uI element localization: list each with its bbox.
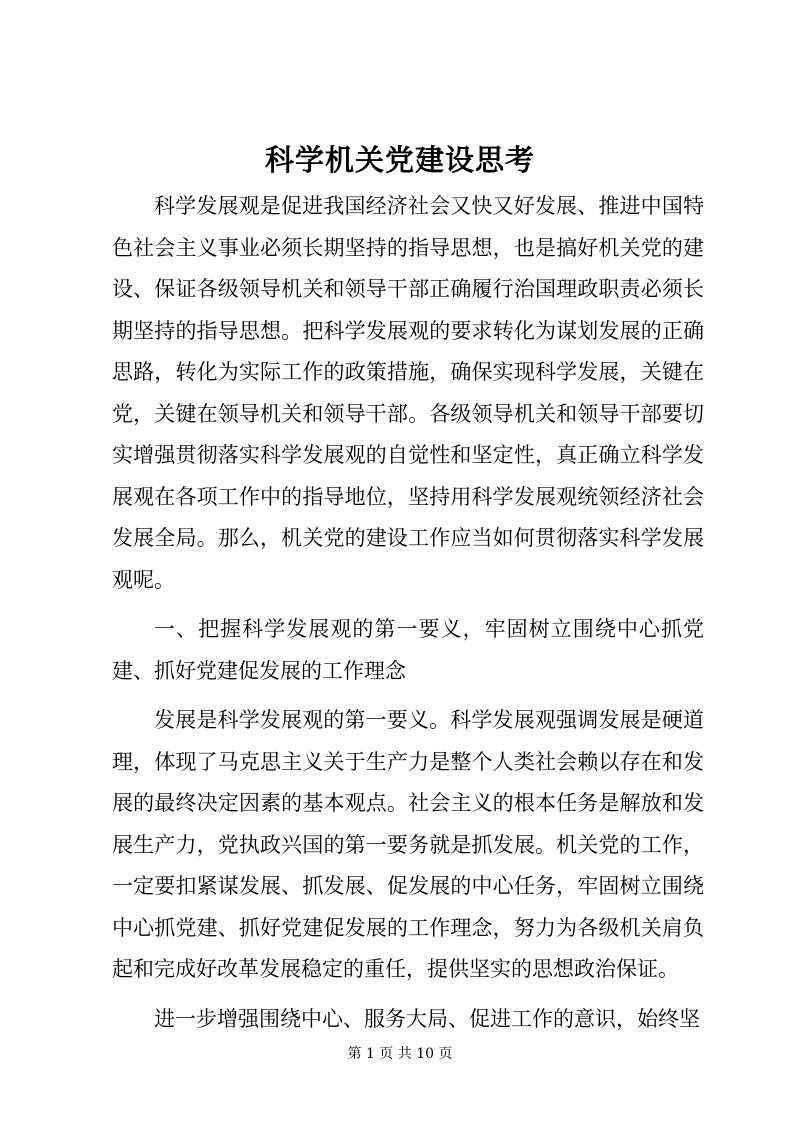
paragraph-development: 发展是科学发展观的第一要义。科学发展观强调发展是硬道理，体现了马克思主义关于生产力是整个人类社会赖以存在和发展的最终决定因素的基本观点。社会主义的根本任务是解放和发展生产力，党执政兴国的第一要务就是抓发展。机关党的工作，一定要扣紧谋发展、抓发展、促发展的中心任务，牢固树立围绕中心抓党建、抓好党建促发展的工作理念，努力为各级机关肩负起和完成好改革发展稳定的重任，提供坚实的思想政治保证。 (112, 708, 704, 981)
document-title: 科学机关党建设思考 (264, 143, 535, 177)
paragraph-intro: 科学发展观是促进我国经济社会又快又好发展、推进中国特色社会主义事业必须长期坚持的指导思想，也是搞好机关党的建设、保证各级领导机关和领导干部正确履行治国理政职责必须长期坚持的指导思想。把科学发展观的要求转化为谋划发展的正确思路，转化为实际工作的政策措施，确保实现科学发展，关键在党，关键在领导机关和领导干部。各级领导机关和领导干部要切实增强贯彻落实科学发展观的自觉性和坚定性，真正确立科学发展观在各项工作中的指导地位，坚持用科学发展观统领经济社会发展全局。那么，机关党的建设工作应当如何贯彻落实科学发展观呢。 (112, 194, 704, 592)
section-heading-1: 一、把握科学发展观的第一要义，牢固树立围绕中心抓党建、抓好党建促发展的工作理念 (112, 617, 704, 683)
paragraph-continued: 进一步增强围绕中心、服务大局、促进工作的意识，始终坚 (154, 1006, 700, 1031)
page-footer: 第 1 页 共 10 页 (347, 1046, 453, 1062)
document-body (112, 186, 704, 1040)
